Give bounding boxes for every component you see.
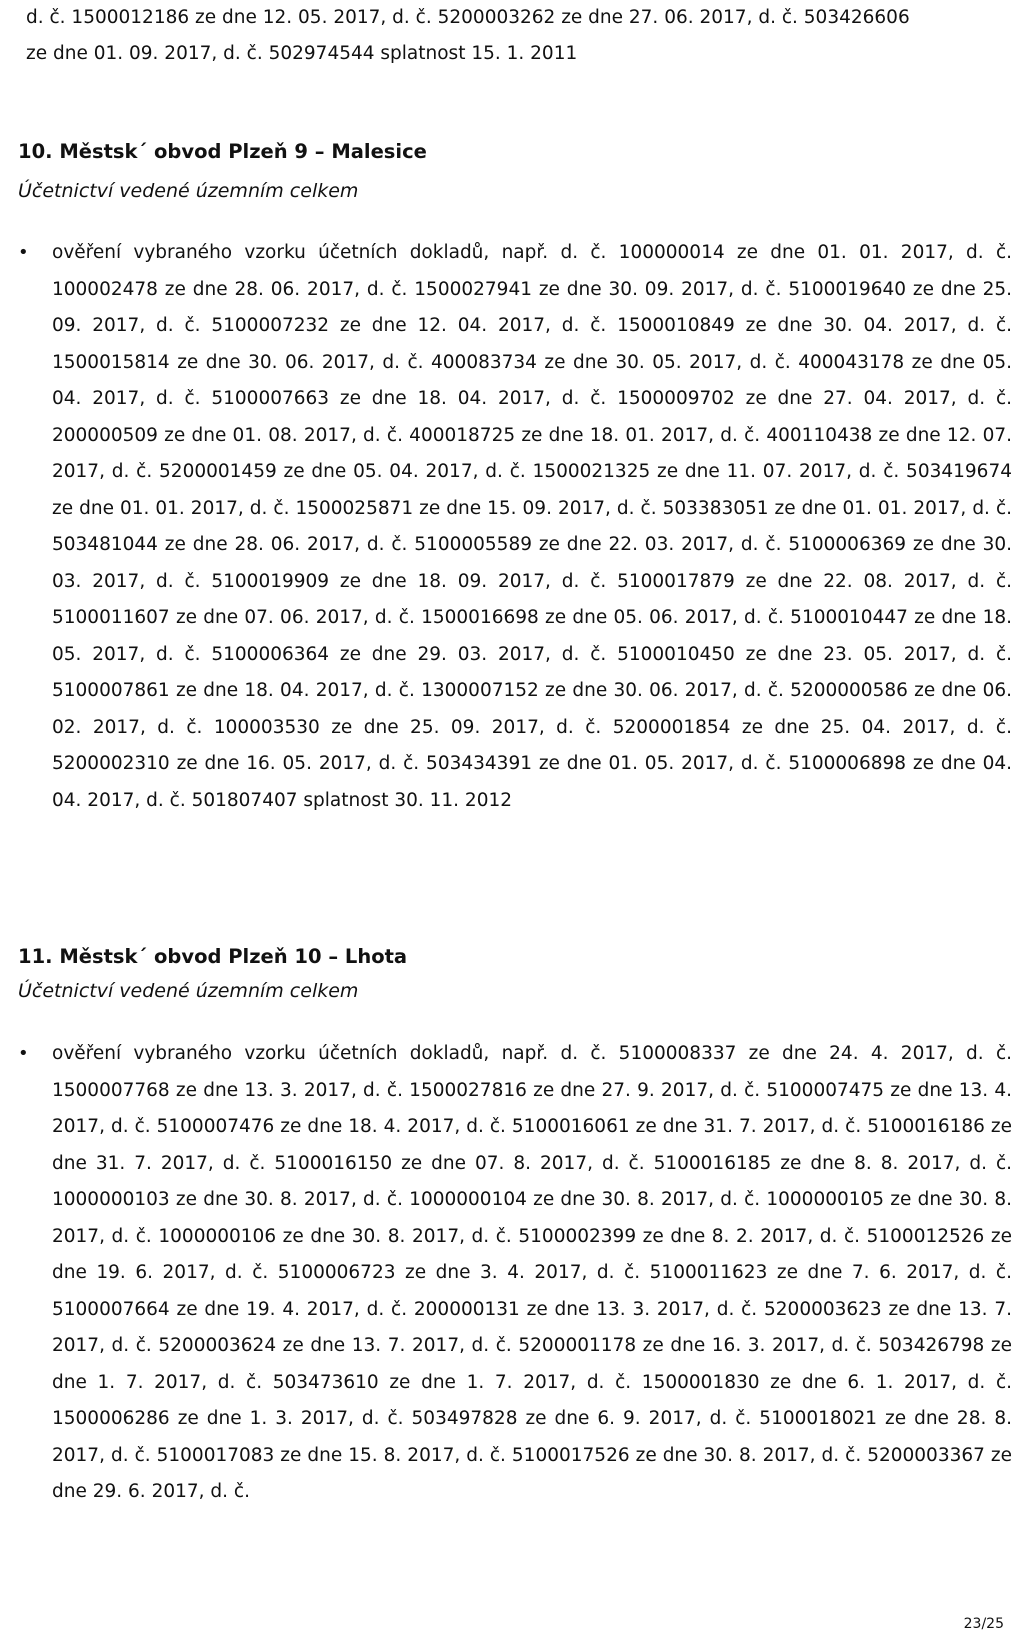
bullet-icon: • (18, 242, 29, 263)
section-10-subheading: Účetnictví vedené územním celkem (18, 180, 359, 202)
section-10-heading: 10. Městsk´ obvod Plzeň 9 – Malesice (18, 140, 427, 163)
bullet-icon: • (18, 1043, 29, 1064)
intro-text (26, 0, 1016, 72)
page-number: 23/25 (963, 1616, 1004, 1632)
section-11-heading: 11. Městsk´ obvod Plzeň 10 – Lhota (18, 945, 408, 968)
section-11-bullet-text: ověření vybraného vzorku účetních dokladů, např. d. č. 5100008337 ze dne 24. 4. 2017, d. č. 1500007768 ze dne 13. 3. 2017, d. č. 1500027816 ze dne 27. 9. 2017, d. č. 5100007475 ze dne 13. 4. 2017, d. č. 5100007476 ze dne 18. 4. 2017, d. č. 5100016061 ze dne 31. 7. 2017, d. č. 5100016186 ze dne 31. 7. 2017, d. č. 5100016150 ze dne 07. 8. 2017, d. č. 5100016185 ze dne 8. 8. 2017, d. č. 1000000103 ze dne 30. 8. 2017, d. č. 1000000104 ze dne 30. 8. 2017, d. č. 1000000105 ze dne 30. 8. 2017, d. č. 1000000106 ze dne 30. 8. 2017, d. č. 5100002399 ze dne 8. 2. 2017, d. č. 5100012526 ze dne 19. 6. 2017, d. č. 5100006723 ze dne 3. 4. 2017, d. č. 5100011623 ze dne 7. 6. 2017, d. č. 5100007664 ze dne 19. 4. 2017, d. č. 200000131 ze dne 13. 3. 2017, d. č. 5200003623 ze dne 13. 7. 2017, d. č. 5200003624 ze dne 13. 7. 2017, d. č. 5200001178 ze dne 16. 3. 2017, d. č. 503426798 ze dne 1. 7. 2017, d. č. 503473610 ze dne 1. 7. 2017, d. č. 1500001830 ze dne 6. 1. 2017, d. č. 1500006286 ze dne 1. 3. 2017, d. č. 503497828 ze dne 6. 9. 2017, d. č. 5100018021 ze dne 28. 8. 2017, d. č. 5100017083 ze dne 15. 8. 2017, d. č. 5100017526 ze dne 30. 8. 2017, d. č. 5200003367 ze dne 29. 6. 2017, d. č. (52, 1043, 1012, 1502)
section-10-bullet (18, 235, 1018, 819)
section-11-subheading: Účetnictví vedené územním celkem (18, 980, 359, 1002)
section-11-bullet (18, 1036, 1018, 1511)
section-10-bullet-text: ověření vybraného vzorku účetních dokladů, např. d. č. 100000014 ze dne 01. 01. 2017, d. č. 100002478 ze dne 28. 06. 2017, d. č. 1500027941 ze dne 30. 09. 2017, d. č. 5100019640 ze dne 25. 09. 2017, d. č. 5100007232 ze dne 12. 04. 2017, d. č. 1500010849 ze dne 30. 04. 2017, d. č. 1500015814 ze dne 30. 06. 2017, d. č. 400083734 ze dne 30. 05. 2017, d. č. 400043178 ze dne 05. 04. 2017, d. č. 5100007663 ze dne 18. 04. 2017, d. č. 1500009702 ze dne 27. 04. 2017, d. č. 200000509 ze dne 01. 08. 2017, d. č. 400018725 ze dne 18. 01. 2017, d. č. 400110438 ze dne 12. 07. 2017, d. č. 5200001459 ze dne 05. 04. 2017, d. č. 1500021325 ze dne 11. 07. 2017, d. č. 503419674 ze dne 01. 01. 2017, d. č. 1500025871 ze dne 15. 09. 2017, d. č. 503383051 ze dne 01. 01. 2017, d. č. 503481044 ze dne 28. 06. 2017, d. č. 5100005589 ze dne 22. 03. 2017, d. č. 5100006369 ze dne 30. 03. 2017, d. č. 5100019909 ze dne 18. 09. 2017, d. č. 5100017879 ze dne 22. 08. 2017, d. č. 5100011607 ze dne 07. 06. 2017, d. č. 1500016698 ze dne 05. 06. 2017, d. č. 5100010447 ze dne 18. 05. 2017, d. č. 5100006364 ze dne 29. 03. 2017, d. č. 5100010450 ze dne 23. 05. 2017, d. č. 5100007861 ze dne 18. 04. 2017, d. č. 1300007152 ze dne 30. 06. 2017, d. č. 5200000586 ze dne 06. 02. 2017, d. č. 100003530 ze dne 25. 09. 2017, d. č. 5200001854 ze dne 25. 04. 2017, d. č. 5200002310 ze dne 16. 05. 2017, d. č. 503434391 ze dne 01. 05. 2017, d. č. 5100006898 ze dne 04. 04. 2017, d. č. 501807407 splatnost 30. 11. 2012 (52, 242, 1012, 811)
intro-line: ze dne 01. 09. 2017, d. č. 502974544 splatnost 15. 1. 2011 (26, 43, 578, 64)
intro-line: d. č. 1500012186 ze dne 12. 05. 2017, d. č. 5200003262 ze dne 27. 06. 2017, d. č. 503426606 (26, 7, 910, 28)
